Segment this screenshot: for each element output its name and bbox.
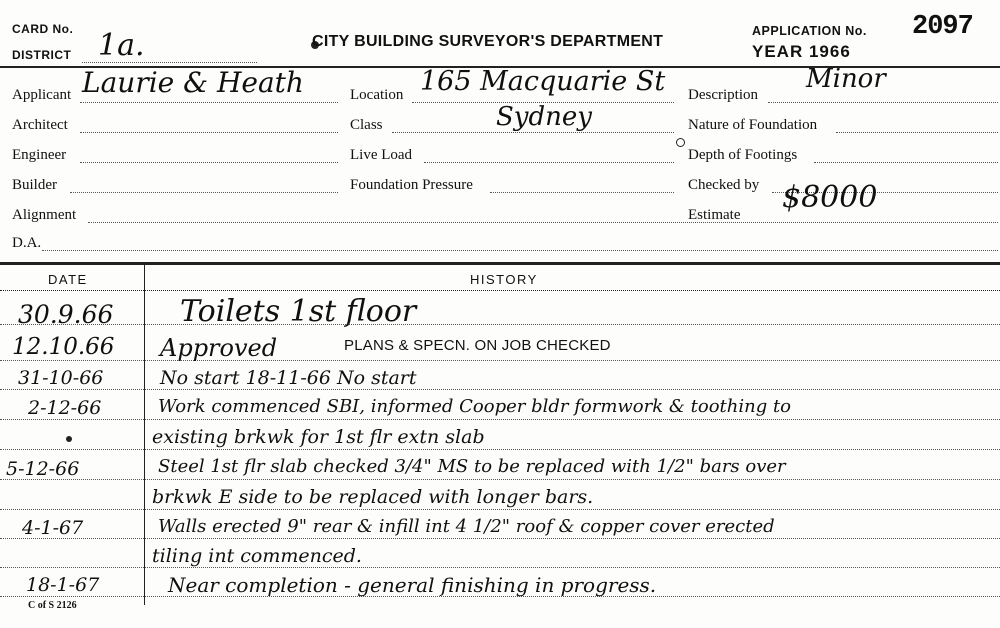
history-text: Work commenced SBI, informed Cooper bldr formwork & toothing to xyxy=(158,396,792,417)
estimate-value: $8000 xyxy=(782,180,878,215)
applicant-line xyxy=(80,102,338,103)
architect-line xyxy=(80,132,338,133)
description-line xyxy=(768,102,998,103)
history-date: 2-12-66 xyxy=(28,397,102,419)
history-column-header: HISTORY xyxy=(470,272,538,287)
history-date: 4-1-67 xyxy=(22,517,84,539)
location-label: Location xyxy=(350,87,404,103)
history-text: Steel 1st flr slab checked 3/4" MS to be replaced with 1/2" bars over xyxy=(158,456,786,477)
district-label: DISTRICT xyxy=(12,48,72,62)
history-text: Approved xyxy=(160,334,278,362)
history-top-rule xyxy=(0,262,1000,265)
alignment-line xyxy=(88,222,998,223)
live-load-label: Live Load xyxy=(350,147,413,163)
history-text: brkwk E side to be replaced with longer bars. xyxy=(152,486,594,508)
history-row-line xyxy=(0,538,1000,539)
history-row-line xyxy=(0,389,1000,390)
history-header-rule xyxy=(0,290,1000,291)
location-value-street: 165 Macquarie St xyxy=(420,66,666,97)
history-text: Near completion - general finishing in progress. xyxy=(168,573,657,597)
application-no-label: APPLICATION No. xyxy=(752,24,867,38)
history-row-line xyxy=(0,509,1000,510)
card-no-label: CARD No. xyxy=(12,22,74,36)
history-column-divider xyxy=(144,265,145,605)
architect-label: Architect xyxy=(12,117,68,133)
history-stamp: PLANS & SPECN. ON JOB CHECKED xyxy=(344,337,611,354)
history-date: 12.10.66 xyxy=(12,334,115,360)
class-label: Class xyxy=(350,117,383,133)
date-column-header: DATE xyxy=(48,272,88,287)
class-line xyxy=(392,132,674,133)
foundation-pressure-label: Foundation Pressure xyxy=(350,177,473,193)
history-text: Walls erected 9" rear & infill int 4 1/2" roof & copper cover erected xyxy=(158,516,775,537)
history-text: No start 18-11-66 No start xyxy=(160,367,417,389)
alignment-label: Alignment xyxy=(12,207,77,223)
history-row-line xyxy=(0,449,1000,450)
history-date: 18-1-67 xyxy=(26,574,100,596)
history-row-line xyxy=(0,419,1000,420)
year-label: YEAR 1966 xyxy=(752,42,851,61)
engineer-line xyxy=(80,162,338,163)
history-row-line xyxy=(0,360,1000,361)
history-date: 5-12-66 xyxy=(6,458,80,480)
da-label: D.A. xyxy=(12,235,42,251)
foundation-pressure-line xyxy=(490,192,674,193)
punch-hole-left xyxy=(66,436,72,442)
builder-line xyxy=(70,192,338,193)
nature-of-foundation-label: Nature of Foundation xyxy=(688,117,818,133)
history-text: existing brkwk for 1st flr extn slab xyxy=(152,426,485,448)
history-date: 30.9.66 xyxy=(18,300,114,329)
depth-of-footings-line xyxy=(814,162,998,163)
live-load-line xyxy=(424,162,674,163)
description-label: Description xyxy=(688,87,758,103)
history-text: Toilets 1st floor xyxy=(180,294,417,329)
location-value-city: Sydney xyxy=(496,102,592,132)
applicant-label: Applicant xyxy=(12,87,72,103)
checked-by-label: Checked by xyxy=(688,177,760,193)
history-row-line xyxy=(0,479,1000,480)
history-text: tiling int commenced. xyxy=(152,545,362,567)
department-title: CITY BUILDING SURVEYOR'S DEPARTMENT xyxy=(312,33,664,50)
builder-label: Builder xyxy=(12,177,57,193)
history-row-line xyxy=(0,324,1000,325)
applicant-value: Laurie & Heath xyxy=(82,66,304,99)
history-date: 31-10-66 xyxy=(18,367,104,389)
district-value: 1a. xyxy=(98,28,145,63)
punch-hole-right xyxy=(676,138,685,147)
form-code: C of S 2126 xyxy=(28,600,77,611)
depth-of-footings-label: Depth of Footings xyxy=(688,147,798,163)
nature-of-foundation-line xyxy=(836,132,998,133)
da-line xyxy=(42,250,998,251)
application-no-value: 2097 xyxy=(912,12,973,42)
description-value: Minor xyxy=(806,64,886,94)
estimate-label: Estimate xyxy=(688,207,741,223)
engineer-label: Engineer xyxy=(12,147,67,163)
history-row-line xyxy=(0,567,1000,568)
